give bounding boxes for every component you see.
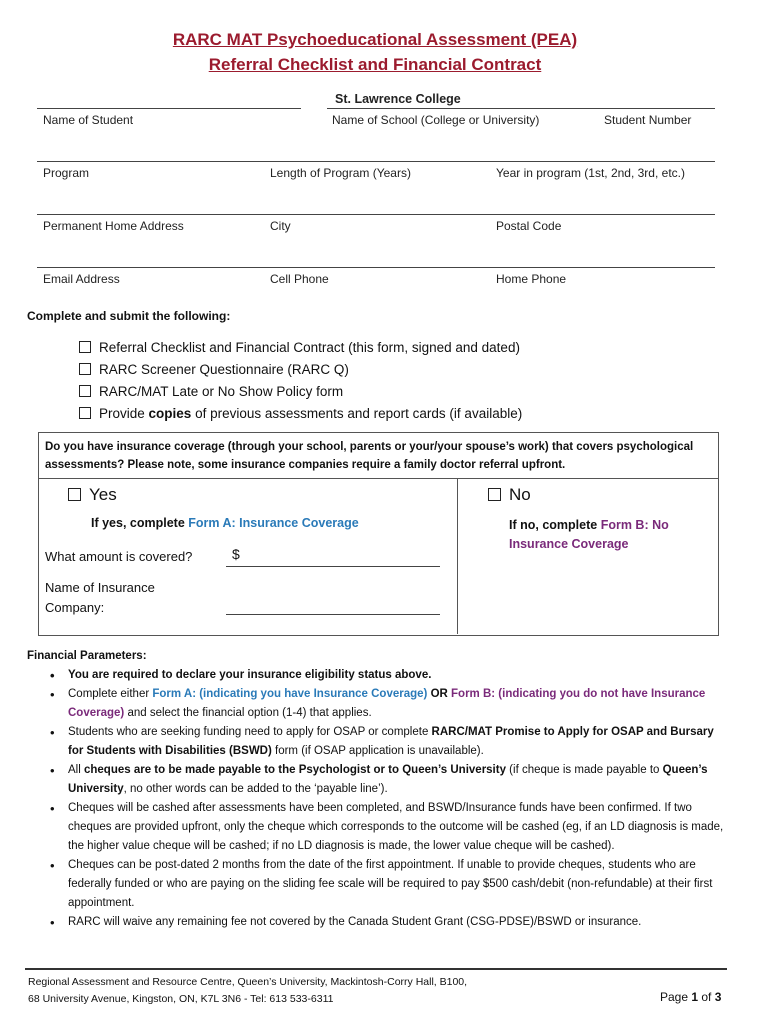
- checklist-item[interactable]: RARC/MAT Late or No Show Policy form: [79, 381, 522, 403]
- no-option[interactable]: No: [488, 485, 531, 505]
- insurance-company-label: Name of Insurance Company:: [45, 580, 155, 615]
- home-phone-label: Home Phone: [496, 272, 567, 286]
- insurance-company-field[interactable]: [226, 614, 440, 615]
- checkbox-icon[interactable]: [79, 385, 91, 397]
- checkbox-icon[interactable]: [68, 488, 81, 501]
- footer-address-line2: 68 University Avenue, Kingston, ON, K7L 3N6 - Tel: 613 533-6311: [28, 993, 334, 1005]
- yes-instruction: If yes, complete Form A: Insurance Coverage: [91, 516, 359, 530]
- list-item: • Cheques will be cashed after assessments have been completed, and BSWD/Insurance funds have been confirmed. If two cheques are provided upfront, only the cheque which corresponds to the outcome will be cashed (eg, if an LD diagnosis is made, the higher value cheque will be cashed; if no LD diagnosis is made, the lower value cheque will be cashed).: [48, 799, 728, 856]
- program-length-label: Length of Program (Years): [270, 166, 411, 180]
- cell-phone-label: Cell Phone: [270, 272, 329, 286]
- checkbox-icon[interactable]: [488, 488, 501, 501]
- list-item: • You are required to declare your insurance eligibility status above.: [48, 666, 728, 685]
- no-instruction: If no, complete Form B: No Insurance Coverage: [509, 518, 669, 551]
- contact-line[interactable]: [37, 267, 715, 268]
- checkbox-icon[interactable]: [79, 341, 91, 353]
- city-label: City: [270, 219, 291, 233]
- form-title: RARC MAT Psychoeducational Assessment (PEA): [172, 30, 578, 49]
- list-item: • Cheques can be post-dated 2 months from the date of the first appointment. If unable to provide cheques, students who are federally funded or who are paying on the sliding fee scale will be required to pay $500 cash/debit (non-refundable) at their first appointment.: [48, 856, 728, 913]
- school-line[interactable]: [327, 108, 715, 109]
- year-in-program-label: Year in program (1st, 2nd, 3rd, etc.): [496, 166, 685, 180]
- home-address-label: Permanent Home Address: [43, 219, 184, 233]
- checkbox-icon[interactable]: [79, 363, 91, 375]
- form-a-link[interactable]: Form A: Insurance Coverage: [188, 516, 359, 530]
- list-item: • Students who are seeking funding need to apply for OSAP or complete RARC/MAT Promise to Apply for OSAP and Bursary for Students with Disabilities (BSWD) form (if OSAP application is unavailable).: [48, 723, 728, 761]
- insurance-divider: [38, 478, 718, 479]
- form-b-link[interactable]: Form B: No Insurance Coverage: [509, 518, 669, 551]
- list-item: • RARC will waive any remaining fee not covered by the Canada Student Grant (CSG-PDSE)/BSWD or insurance.: [48, 913, 728, 932]
- student-name-label: Name of Student: [43, 113, 134, 127]
- school-name-label: Name of School (College or University): [332, 113, 540, 127]
- checklist-item[interactable]: Referral Checklist and Financial Contract (this form, signed and dated): [79, 337, 522, 359]
- insurance-question: Do you have insurance coverage (through your school, parents or your/your spouse’s work) that covers psychological assessments? Please note, some insurance companies require a family doctor referral upfront.: [45, 441, 694, 471]
- list-item: • Complete either Form A: (indicating you have Insurance Coverage) OR Form B: (indicating you do not have Insurance Coverage) and select the financial option (1-4) that applies.: [48, 685, 728, 723]
- footer-address-line1: Regional Assessment and Resource Centre, Queen’s University, Mackintosh-Corry Hall, B100,: [28, 976, 468, 988]
- checklist-item[interactable]: RARC Screener Questionnaire (RARC Q): [79, 359, 522, 381]
- program-line[interactable]: [37, 161, 715, 162]
- insurance-column-divider: [457, 479, 458, 634]
- checklist: [79, 337, 522, 425]
- student-number-label: Student Number: [604, 113, 692, 127]
- financial-list: [48, 666, 728, 932]
- email-label: Email Address: [43, 272, 120, 286]
- financial-heading: Financial Parameters:: [27, 650, 147, 662]
- postal-code-label: Postal Code: [496, 219, 562, 233]
- page-number: Page 1 of 3: [660, 990, 722, 1004]
- program-label: Program: [43, 166, 90, 180]
- amount-field[interactable]: [226, 566, 440, 567]
- checkbox-icon[interactable]: [79, 407, 91, 419]
- checklist-item[interactable]: Provide copies of previous assessments and report cards (if available): [79, 403, 522, 425]
- checklist-heading: Complete and submit the following:: [27, 309, 231, 323]
- dollar-sign: $: [232, 546, 240, 562]
- yes-option[interactable]: Yes: [68, 485, 117, 505]
- school-value[interactable]: St. Lawrence College: [335, 92, 461, 106]
- form-subtitle: Referral Checklist and Financial Contract: [208, 55, 542, 74]
- footer-rule: [25, 968, 727, 970]
- amount-label: What amount is covered?: [45, 549, 193, 564]
- address-line[interactable]: [37, 214, 715, 215]
- student-name-line[interactable]: [37, 108, 301, 109]
- list-item: • All cheques are to be made payable to the Psychologist or to Queen’s University (if cheque is made payable to Queen’s University, no other words can be added to the ‘payable line’).: [48, 761, 728, 799]
